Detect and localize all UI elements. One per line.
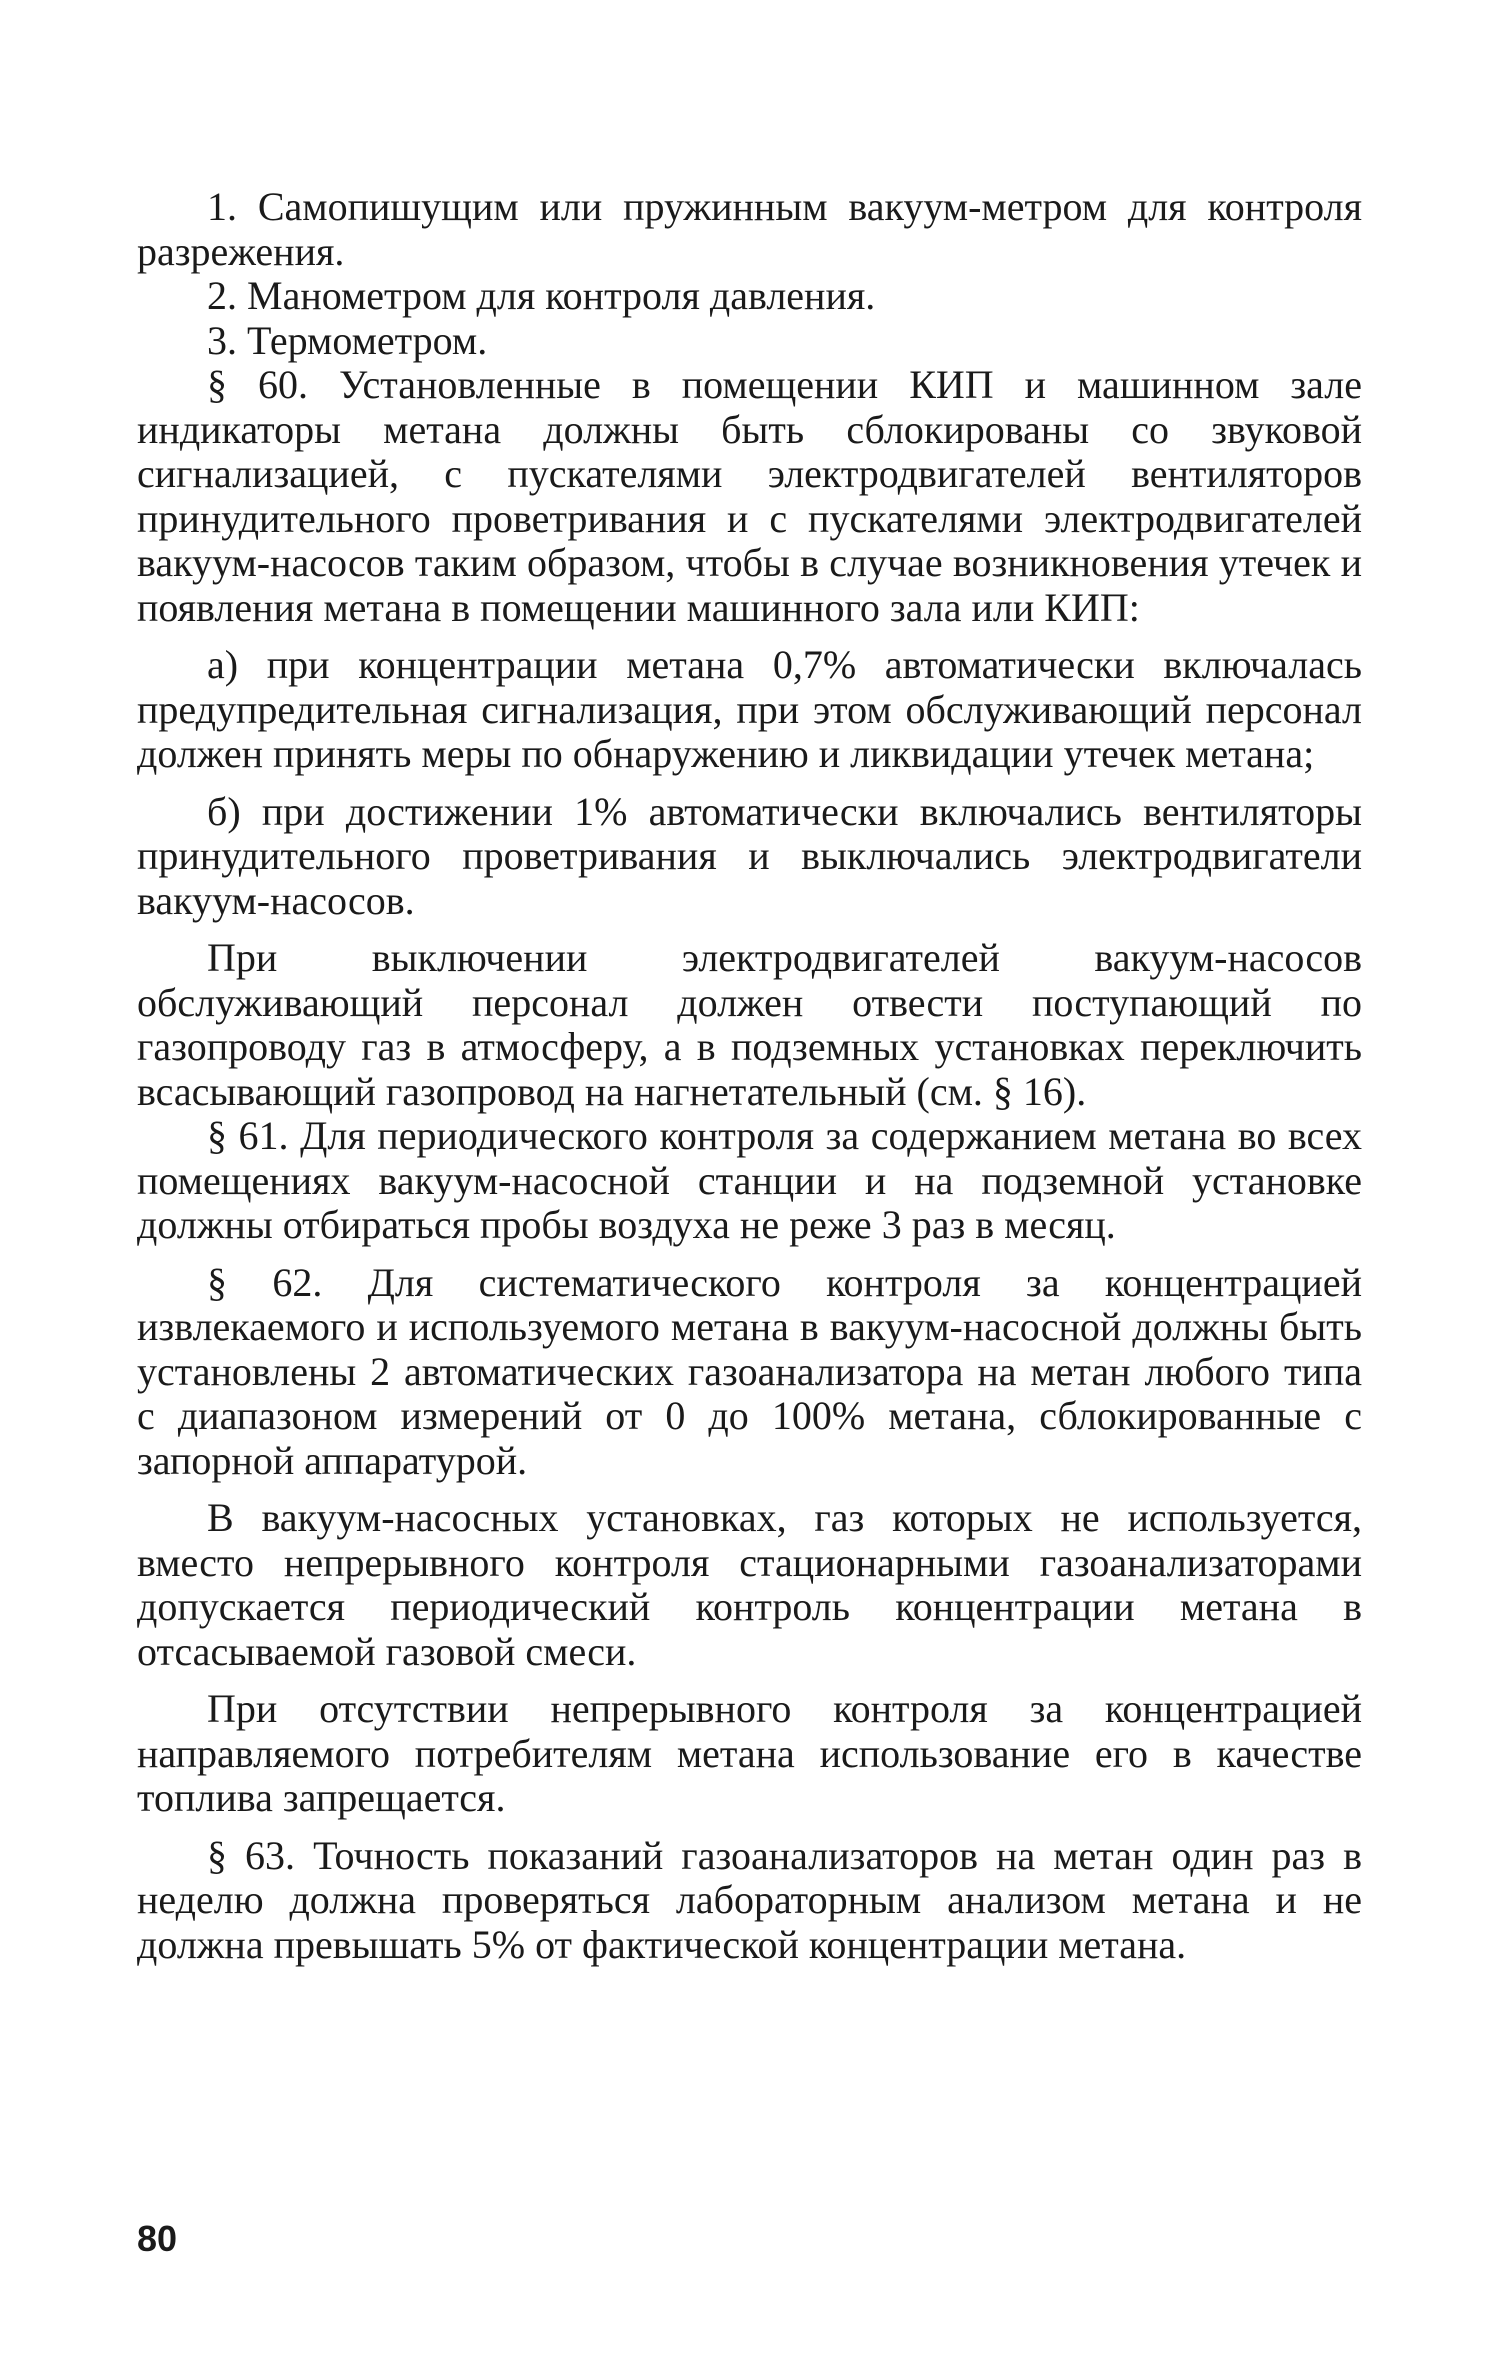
paragraph-section-61: § 61. Для периодического контроля за содержанием метана во всех помещениях вакуум-насосной станции и на подземной установке должны отбираться пробы воздуха не реже 3 раз в месяц. <box>137 1113 1362 1247</box>
paragraph-shutdown: При выключении электродвигателей вакуум-насосов обслуживающий персонал должен отвести поступающий по газопроводу газ в атмосферу, а в подземных установках переключить всасывающий газопровод на нагнетательный (см. § 16). <box>137 935 1362 1114</box>
page-number: 80 <box>137 2218 178 2259</box>
paragraph-section-63: § 63. Точность показаний газоанализаторов на метан один раз в неделю должна проверяться лабораторным анализом метана и не должна превышать 5% от фактической концентрации метана. <box>137 1832 1362 1967</box>
paragraph-fuel-ban: При отсутствии непрерывного контроля за концентрацией направляемого потребителям метана использование его в качестве топлива запрещается. <box>137 1686 1362 1820</box>
paragraph-section-60: § 60. Установленные в помещении КИП и машинном зале индикаторы метана должны быть сблокированы со звуковой сигнализацией, с пускателями электродвигателей вентиляторов принудительного проветривания и с пускателями электродвигателей вакуум-насосов таким образом, чтобы в случае возникновения утечек и появления метана в помещении машинного зала или КИП: <box>137 362 1362 630</box>
paragraph-unused-gas: В вакуум-насосных установках, газ которых не используется, вместо непрерывного контроля стационарными газоанализаторами допускается периодический контроль концентрации метана в отсасываемой газовой смеси. <box>137 1495 1362 1674</box>
paragraph-item-a: а) при концентрации метана 0,7% автоматически включалась предупредительная сигнализация, при этом обслуживающий персонал должен принять меры по обнаружению и ликвидации утечек метана; <box>137 642 1362 776</box>
paragraph-item-2: 2. Манометром для контроля давления. <box>207 273 876 318</box>
paragraph-item-1: 1. Самопишущим или пружинным вакуум-метром для контроля разрежения. <box>137 184 1362 274</box>
paragraph-item-b: б) при достижении 1% автоматически включались вентиляторы принудительного проветривания и выключались электродвигатели вакуум-насосов. <box>137 788 1362 923</box>
paragraph-item-3: 3. Термометром. <box>207 317 488 363</box>
body-text <box>137 185 1362 1967</box>
paragraph-section-62: § 62. Для систематического контроля за концентрацией извлекаемого и используемого метана в вакуум-насосной должны быть установлены 2 автоматических газоанализатора на метан любого типа с диапазоном измерений от 0 до 100% метана, сблокированные с запорной аппаратурой. <box>137 1259 1362 1483</box>
